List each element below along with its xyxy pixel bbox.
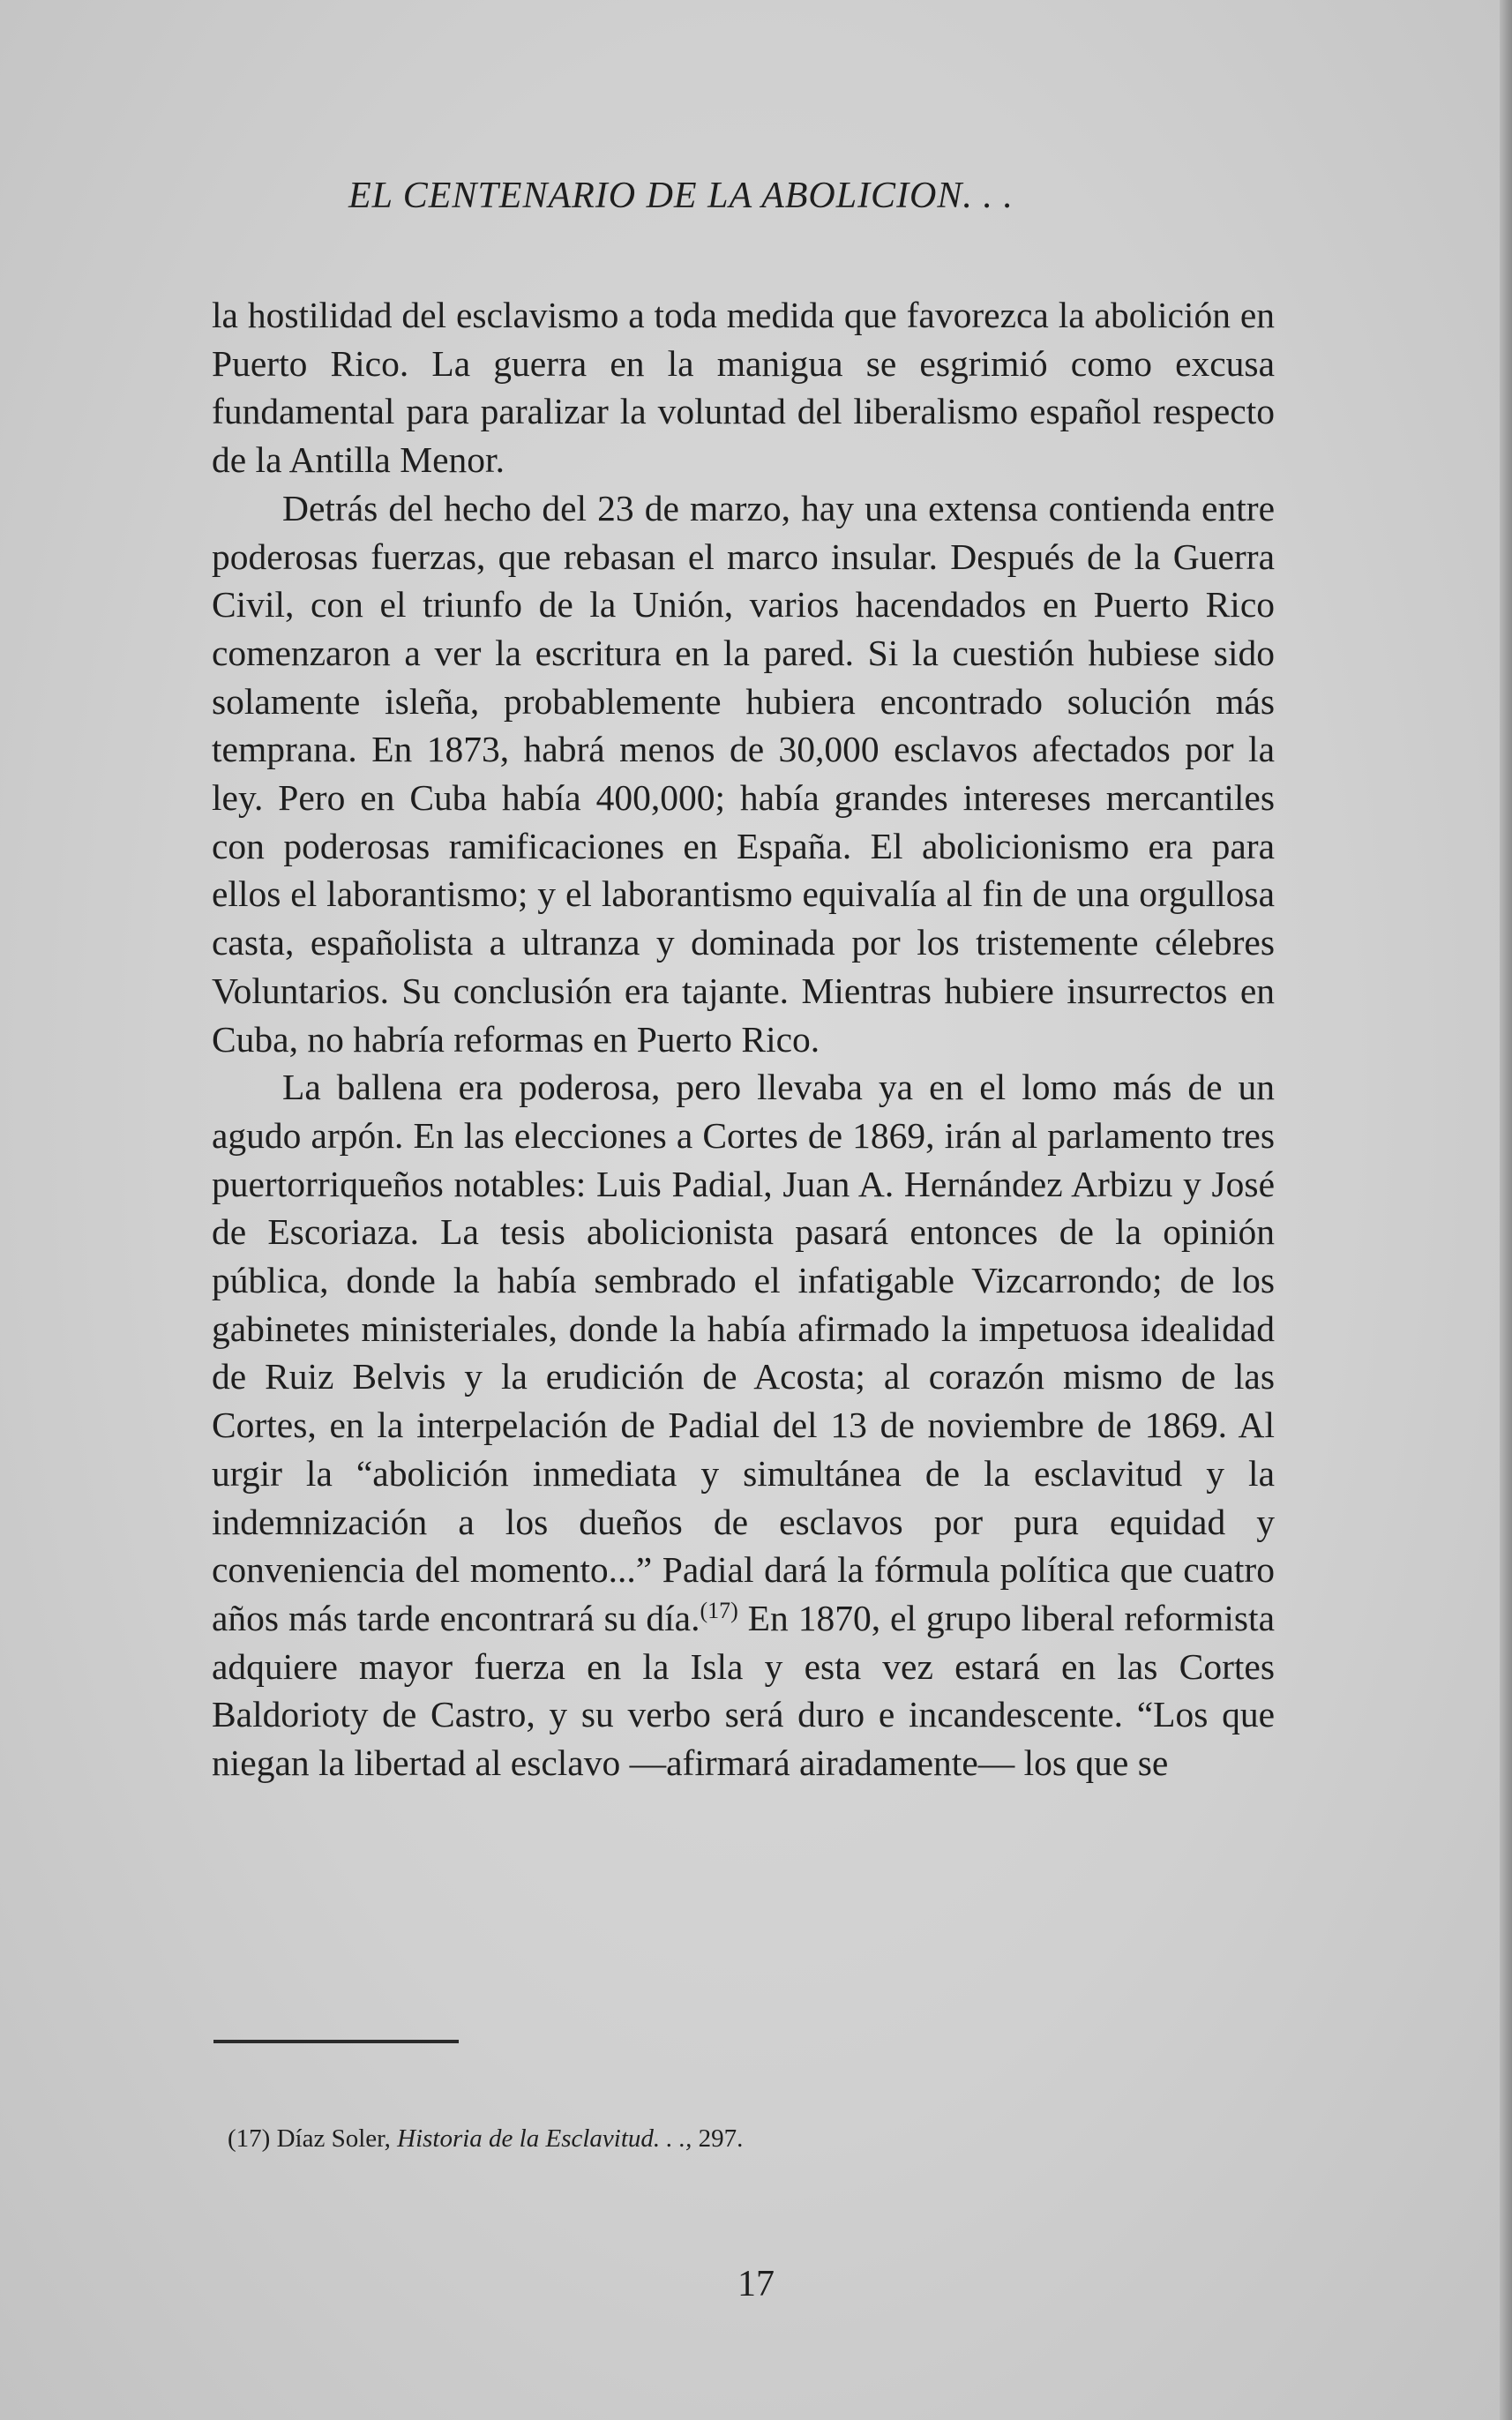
footnote-author: Díaz Soler, [276, 2124, 391, 2153]
page-edge-shadow [1500, 0, 1512, 2420]
footnote-number: (17) [228, 2124, 271, 2153]
footnote-reference-mark: (17) [700, 1597, 738, 1623]
running-head: EL CENTENARIO DE LA ABOLICION. . . [348, 176, 1014, 216]
footnote-title: Historia de la Esclavitud. . ., [397, 2124, 692, 2153]
paragraph-3 [212, 1063, 1275, 1787]
paragraph-1: la hostilidad del esclavismo a toda medida que favorezca la abolición en Puerto Rico. La guerra en la manigua se esgrimió como excusa fundamental para paralizar la voluntad del liberalismo español respecto de la Antilla Menor. [212, 295, 1275, 481]
page-number: 17 [737, 2264, 775, 2304]
paragraph-3-text-before-mark: La ballena era poderosa, pero llevaba ya en el lomo más de un agudo arpón. En las elecciones a Cortes de 1869, irán al parlamento tres puertorriqueños notables: Luis Padial, Juan A. Hernández Arbizu y José de Escoriaza. La tesis abolicionista pasará entonces de la opinión pública, donde la había sembrado el infatigable Vizcarrondo; de los gabinetes ministeriales, donde la había afirmado la impetuosa idealidad de Ruiz Belvis y la erudición de Acosta; al corazón mismo de las Cortes, en la interpelación de Padial del 13 de noviembre de 1869. Al urgir la “abolición inmediata y simultánea de la esclavitud y la indemnización a los dueños de esclavos por pura equidad y conveniencia del momento...” Padial dará la fórmula política que cuatro años más tarde encontrará su día. [212, 1067, 1275, 1638]
footnote-page: 297. [698, 2124, 744, 2153]
paragraph-2: Detrás del hecho del 23 de marzo, hay una extensa contienda entre poderosas fuerzas, que rebasan el marco insular. Después de la Guerra Civil, con el triunfo de la Unión, varios hacendados en Puerto Rico comenzaron a ver la escritura en la pared. Si la cuestión hubiese sido solamente isleña, probablemente hubiera encontrado solución más temprana. En 1873, habrá menos de 30,000 esclavos afectados por la ley. Pero en Cuba había 400,000; había grandes intereses mercantiles con poderosas ramificaciones en España. El abolicionismo era para ellos el laborantismo; y el laborantismo equivalía al fin de una orgullosa casta, españolista a ultranza y dominada por los tristemente célebres Voluntarios. Su conclusión era tajante. Mientras hubiere insurrectos en Cuba, no habría reformas en Puerto Rico. [212, 487, 1275, 1060]
body-text [212, 291, 1275, 1787]
footnote-divider [213, 2040, 459, 2043]
paragraph-3-text-after-mark: En 1870, el grupo liberal reformista adquiere mayor fuerza en la Isla y esta vez estará en las Cortes Baldorioty de Castro, y su verbo será duro e incandescente. “Los que niegan la libertad al esclavo —afirmará airadamente— los que se [212, 1597, 1275, 1784]
footnote [228, 2124, 743, 2154]
